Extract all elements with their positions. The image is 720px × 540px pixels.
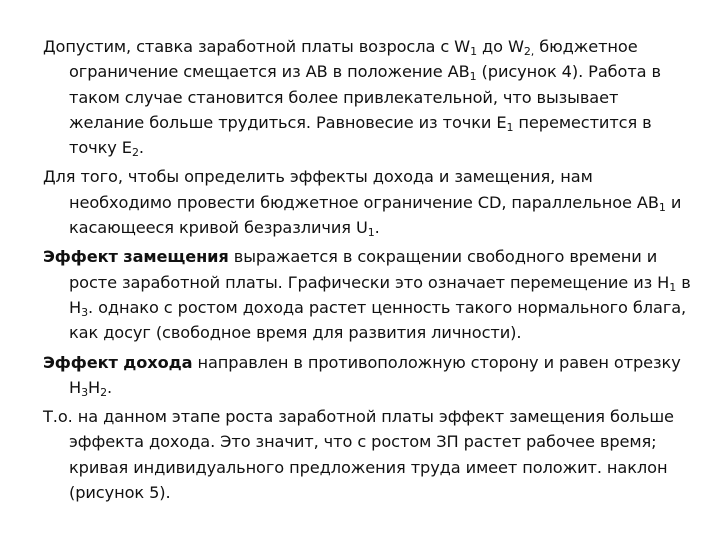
text: направлен в противоположную сторону и равен отрезку H <box>69 352 681 397</box>
text: Допустим, ставка заработной платы возросла с W <box>43 37 471 56</box>
bold-term-substitution-effect: Эффект замещения <box>43 247 229 267</box>
text: (рисунок 4). Работа в таком случае становится более привлекательной, что вызывает желание больше трудиться. Равновесие из точки E <box>69 62 661 132</box>
paragraph-conclusion <box>43 404 692 505</box>
text: . <box>374 218 380 238</box>
subscript: 1 <box>367 226 375 240</box>
subscript: 2 <box>131 146 139 160</box>
text: . <box>138 138 144 158</box>
subscript: 1 <box>470 45 477 58</box>
text: . <box>106 377 113 397</box>
subscript: 1 <box>506 120 514 134</box>
text: бюджетное ограничение смещается из AB в положение AB <box>69 37 638 82</box>
text: Т.о. на данном этапе роста заработной платы эффект замещения больше эффекта дохода. Это значит, что с ростом ЗП растет рабочее время; кривая индивидуального предложения труда имеет положит. наклон (рисунок 5). <box>43 407 674 503</box>
subscript: 3 <box>81 305 88 319</box>
text: переместится в точку E <box>69 112 652 158</box>
paragraph-income-effect <box>43 350 692 401</box>
text: Для того, чтобы определить эффекты дохода и замещения, нам необходимо провести бюджетное ограничение CD, параллельное AB <box>43 167 659 212</box>
subscript: 1 <box>658 200 666 214</box>
paragraph-wage-increase <box>43 34 692 160</box>
subscript: 2, <box>523 45 535 58</box>
text: выражается в сокращении свободного времени и росте заработной платы. Графически это означает перемещение из H <box>69 247 670 292</box>
bold-term-income-effect: Эффект дохода <box>43 352 193 372</box>
text: в H <box>69 272 691 317</box>
text: до W <box>477 37 524 56</box>
text: H <box>87 377 101 397</box>
text: . однако с ростом дохода растет ценность такого нормального блага, как досуг (свободное время для развития личности). <box>69 297 687 343</box>
subscript: 3 <box>81 385 88 399</box>
paragraph-substitution-effect <box>43 244 692 345</box>
subscript: 1 <box>469 70 477 84</box>
paragraph-budget-constraint-cd <box>43 164 692 240</box>
subscript: 1 <box>669 280 677 294</box>
subscript: 2 <box>100 385 107 399</box>
text: и касающееся кривой безразличия U <box>69 192 682 238</box>
